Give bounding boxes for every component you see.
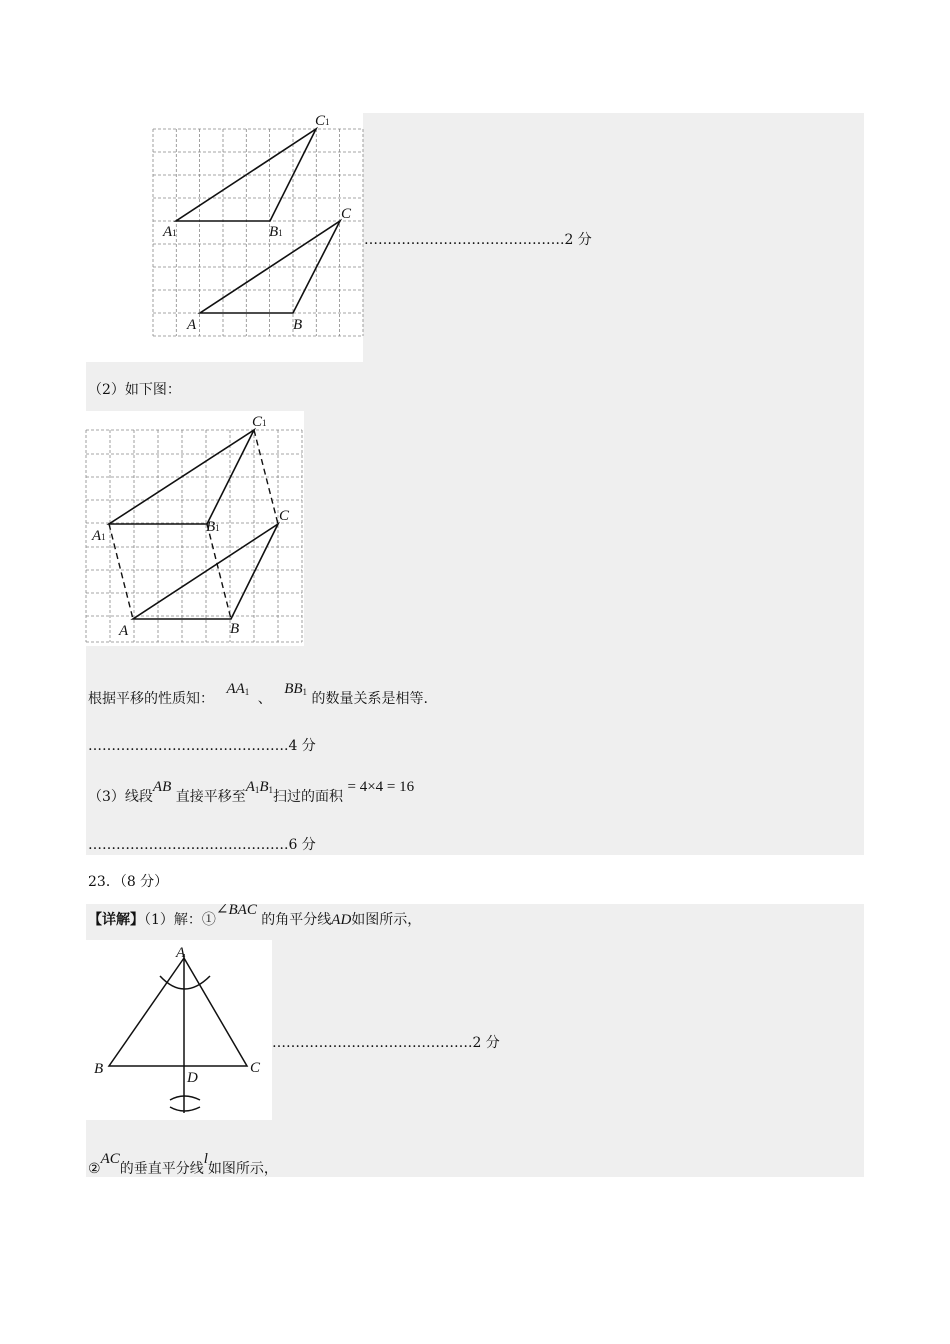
- label-A: A: [187, 317, 197, 333]
- grid-figure-2: [86, 408, 304, 646]
- label2-C1: C1: [252, 414, 267, 430]
- label2-A1: A1: [92, 528, 106, 544]
- part3-text: （3）线段AB 直接平移至$A_1B_1$扫过的面积 = 4×4 = 16: [88, 779, 415, 805]
- score-dots-4: …………………………………….2 分: [272, 1035, 500, 1051]
- label3-A: A: [176, 945, 186, 961]
- bisector-figure: [86, 940, 272, 1120]
- translation-property: 根据平移的性质知： $AA_1$ 、 $BB_1$ 的数量关系是相等.: [88, 681, 428, 707]
- label-C: C: [341, 206, 352, 222]
- label2-B1: B1: [206, 519, 220, 535]
- grid-figure-1: [153, 110, 365, 340]
- detail-line: 【详解】（1）解：①∠BAC 的角平分线AD如图所示，: [88, 902, 422, 928]
- label-B: B: [293, 317, 303, 333]
- score-dots-2: …………………………………….4 分: [88, 738, 316, 754]
- part2-label: （2）如下图：: [88, 382, 181, 398]
- label2-A: A: [119, 623, 129, 639]
- label2-B: B: [230, 621, 240, 637]
- label-A1: A1: [163, 224, 177, 240]
- perpendicular-bisector-line: ②AC的垂直平分线l如图所示，: [88, 1151, 278, 1177]
- label-C1: C1: [315, 113, 330, 129]
- score-dots-1: …………………………………….2 分: [364, 232, 592, 248]
- label3-B: B: [94, 1061, 104, 1077]
- question-23-header: 23．（8 分）: [88, 874, 169, 890]
- label-B1: B1: [269, 224, 283, 240]
- label3-C: C: [250, 1060, 261, 1076]
- label3-D: D: [187, 1070, 198, 1086]
- label2-C: C: [279, 508, 290, 524]
- score-dots-3: …………………………………….6 分: [88, 837, 316, 853]
